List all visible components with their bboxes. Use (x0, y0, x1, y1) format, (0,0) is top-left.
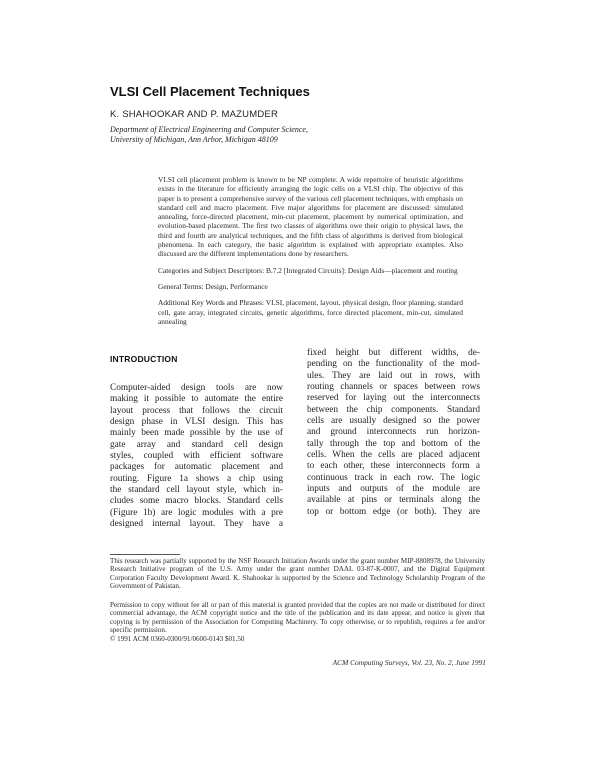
body-text-line: making it possible to automate the entire (110, 394, 283, 405)
body-text-line: layout process that follows the circuit (110, 405, 283, 416)
body-text-line: styles, coupled with efficient software (110, 451, 283, 462)
body-text-line: gate array and standard cell design (110, 439, 283, 450)
abstract-text: VLSI cell placement problem is known to be NP complete. A wide repertoire of heuristic algorithms exists in the literature for efficiently arranging the logic cells on a VLSI chip. The objective of this paper is to present a comprehensive survey of the various cell placement techniques, with emphasis on standard cell and macro placement. Five major algorithms for placement are discussed: simulated annealing, force-directed placement, min-cut placement, placement by numerical optimization, and evolution-based placement. The first two classes of algorithms owe their origin to physical laws, the third and fourth are analytical techniques, and the fifth class of algorithms is derived from biological phenomena. In each category, the basic algorithm is explained with appropriate examples. Also discussed are the different implementations done by researchers. (158, 175, 463, 259)
categories-text: B.7.2 [Integrated Circuits]: Design Aids—placement and routing (265, 265, 458, 275)
body-text-line: the standard cell layout style, which in- (110, 485, 283, 496)
general-terms-text: Design, Performance (205, 281, 268, 291)
footnote-permission-block (110, 601, 485, 643)
footnote-support: This research was partially supported by the NSF Research Initiation Awards under the grant number MIP-8808978, the University Research Initiative program of the U.S. Army under the grant number DAAL 03-87-K-0007, and the Digital Equipment Corporation Faculty Development Award. K. Shahookar is supported by the Science and Technology Scholarship Program of the Government of Pakistan. (110, 557, 485, 591)
body-text-line: between the chip components. Standard (307, 404, 480, 415)
body-text-line: reserved for laying out the interconnects (307, 393, 480, 404)
author-affiliation (110, 125, 430, 145)
body-text-line: to each other, these interconnects form a (307, 461, 480, 472)
body-text-line: routing. Figure 1a shows a chip using (110, 473, 283, 484)
body-text-line: fixed height but different widths, de- (307, 348, 480, 358)
abstract-block (158, 175, 463, 333)
body-text-line: routing channels or spaces between rows (307, 382, 480, 393)
categories-paragraph (158, 266, 463, 275)
body-text-line: mainly been made possible by the use of (110, 428, 283, 439)
body-text-line: design phase in VLSI design. This has (110, 417, 283, 428)
body-text-line: inputs and outputs of the module are (307, 484, 480, 495)
body-text-line: cludes some macro blocks. Standard cells (110, 496, 283, 507)
body-column-right (307, 348, 480, 518)
keywords-paragraph (158, 298, 463, 326)
body-text-line: and ground interconnects run horizon- (307, 427, 480, 438)
footnote-permission: Permission to copy without fee all or part of this material is granted provided that the copies are not made or distributed for direct commercial advantage, the ACM copyright notice and the title of the publication and its date appear, and notice is given that copying is by permission of the Association for Computing Machinery. To copy otherwise, or to republish, requires a fee and/or specific permission. (110, 601, 485, 635)
body-text-line: Computer-aided design tools are now (110, 383, 283, 393)
journal-footer: ACM Computing Surveys, Vol. 23, No. 2, June 1991 (332, 658, 486, 667)
body-text-line: cells. When the cells are placed adjacent (307, 450, 480, 461)
body-text-line: (Figure 1b) are logic modules with a pre (110, 507, 283, 518)
body-text-line: tally through the top and bottom of the (307, 438, 480, 449)
body-text-line: cells are usually designed so the power (307, 416, 480, 427)
paper-authors: K. SHAHOOKAR AND P. MAZUMDER (110, 109, 279, 120)
body-text-line: continuous track in each row. The logic (307, 472, 480, 483)
footnote-divider (110, 554, 180, 555)
section-heading-introduction: INTRODUCTION (110, 354, 178, 364)
categories-label: Categories and Subject Descriptors: (158, 265, 265, 275)
body-text-line: pending on the functionality of the mod- (307, 359, 480, 370)
affiliation-line-1: Department of Electrical Engineering and Computer Science, (110, 125, 308, 134)
body-text-line: available at pins or terminals along the (307, 495, 480, 506)
general-terms-paragraph (158, 282, 463, 291)
body-text-line: ules. They are laid out in rows, with (307, 370, 480, 381)
body-column-left (110, 383, 283, 530)
footnote-copyright: © 1991 ACM 0360-0300/91/0600-0143 $01.50 (110, 634, 245, 643)
body-text-line: packages for automatic placement and (110, 462, 283, 473)
paper-title: VLSI Cell Placement Techniques (110, 84, 310, 99)
general-terms-label: General Terms: (158, 281, 204, 291)
keywords-text: VLSI, placement, layout, physical design, floor planning, standard cell, gate array, integrated circuits, genetic algorithms, force directed placement, min-cut, simulated annealing (158, 298, 463, 326)
keywords-label: Additional Key Words and Phrases: (158, 298, 264, 308)
affiliation-line-2: University of Michigan, Ann Arbor, Michigan 48109 (110, 135, 278, 144)
body-text-line: top or bottom edge (or both). They are (307, 506, 480, 517)
body-text-line: designed internal layout. They have a (110, 519, 283, 530)
